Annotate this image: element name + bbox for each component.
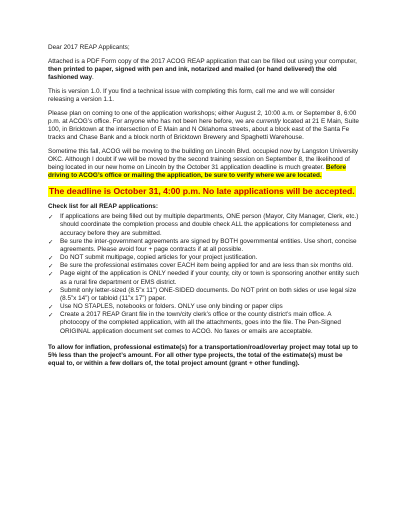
moving-highlight: Before driving to ACOG’s office or mailing the application, be sure to verify where we are located. <box>48 164 347 180</box>
workshop-paragraph <box>48 110 360 143</box>
checklist-item <box>48 270 360 286</box>
workshop-text: Please plan on coming to one of the application workshops; either August 2, 10:00 a.m. or September 8, 6:00 p.m. at ACOG’s office. For anyone who has not been here before, we are <box>48 109 357 125</box>
intro-period: . <box>92 74 94 82</box>
intro-paragraph <box>48 58 360 82</box>
salutation: Dear 2017 REAP Applicants; <box>48 44 130 51</box>
moving-paragraph <box>48 148 360 181</box>
checklist-item <box>48 303 360 311</box>
checklist-item-text: Submit only letter-sized (8.5”x 11”) ONE-SIDED documents. Do NOT print on both sides or use legal size (8.5”x 14”) or tabloid (11”x 17”) paper. <box>60 286 357 302</box>
checkmark-icon: ✓ <box>48 262 54 271</box>
checklist-item <box>48 287 360 303</box>
intro-emphasis: then printed to paper, signed with pen and ink, notarized and mailed (or hand delivered) the old fashioned way <box>48 65 337 82</box>
checklist-heading-text: Check list for all REAP applications <box>48 203 156 211</box>
checklist <box>48 213 360 335</box>
checkmark-icon: ✓ <box>48 213 54 222</box>
checklist-item-text: Use NO STAPLES, notebooks or folders. ONLY use only binding or paper clips <box>60 303 283 311</box>
checkmark-icon: ✓ <box>48 311 54 320</box>
deadline-notice: The deadline is October 31, 4:00 p.m. No late applications will be accepted. <box>49 186 355 197</box>
checklist-item-text: Be sure the inter-government agreements are signed by BOTH governmental entities. Use short, concise agreements. Please avoid four + page contracts if at all possible. <box>60 237 357 253</box>
checklist-item-text: Create a 2017 REAP Grant file in the town/city clerk’s office or the county district’s main office. A photocopy of the completed application, with all the attachments, goes into the file. The Pen-Signed ORIGINAL application document set comes to ACOG. No faxes or emails are acceptable. <box>60 311 341 335</box>
checklist-item <box>48 311 360 335</box>
version-paragraph: This is version 1.0. If you find a technical issue with completing this form, call me and we will consider releasing a version 1.1. <box>48 87 335 103</box>
workshop-location: located at 21 E Main, Suite 100, in Bricktown at the intersection of E Main and N Oklahoma streets, about a block east of the Santa Fe tracks and Chase Bank and a block north of Bricktown Brewery and Spaghetti Warehouse. <box>48 117 359 142</box>
checklist-item <box>48 238 360 254</box>
checklist-item <box>48 254 360 262</box>
checklist-item <box>48 262 360 270</box>
checklist-item-text: Do NOT submit multipage, copied articles for your project justification. <box>60 254 258 262</box>
checklist-item-text: If applications are being filled out by multiple departments, ONE person (Mayor, City Manager, Clerk, etc.) should coordinate the completion process and double check ALL the applications for completeness and accuracy before they are submitted. <box>60 213 359 237</box>
checkmark-icon: ✓ <box>48 270 54 279</box>
checklist-heading-colon: : <box>155 203 158 211</box>
workshop-emphasis: currently <box>256 117 281 125</box>
checklist-item-text: Page eight of the application is ONLY needed if your county, city or town is sponsoring another entity such as a rural fire department or EMS district. <box>60 270 360 286</box>
checklist-heading <box>48 203 360 211</box>
checklist-item-text: Be sure the professional estimates cover EACH item being applied for and are less than six months old. <box>60 262 354 270</box>
checkmark-icon: ✓ <box>48 286 54 295</box>
letter-page <box>48 44 360 374</box>
checkmark-icon: ✓ <box>48 254 54 263</box>
checkmark-icon: ✓ <box>48 237 54 246</box>
moving-text: Sometime this fall, ACOG will be moving to the building on Lincoln Blvd. occupied now by Langston University OKC. Although I doubt if we will be moved by the second training session on September 8, the likelihood of being located in our new home on Lincoln by the October 31 application deadline is much greater. <box>48 147 359 172</box>
checklist-item <box>48 213 360 237</box>
inflation-note: To allow for inflation, professional estimate(s) for a transportation/road/overlay project may total up to 5% less than the project’s amount. For all other type projects, the total of the estimate(s) must be equal to, or within a few dollars of, the total project amount (grant + other funding). <box>48 343 358 367</box>
checkmark-icon: ✓ <box>48 303 54 312</box>
intro-text: Attached is a PDF Form copy of the 2017 ACOG REAP application that can be filled out using your computer, <box>48 57 357 65</box>
